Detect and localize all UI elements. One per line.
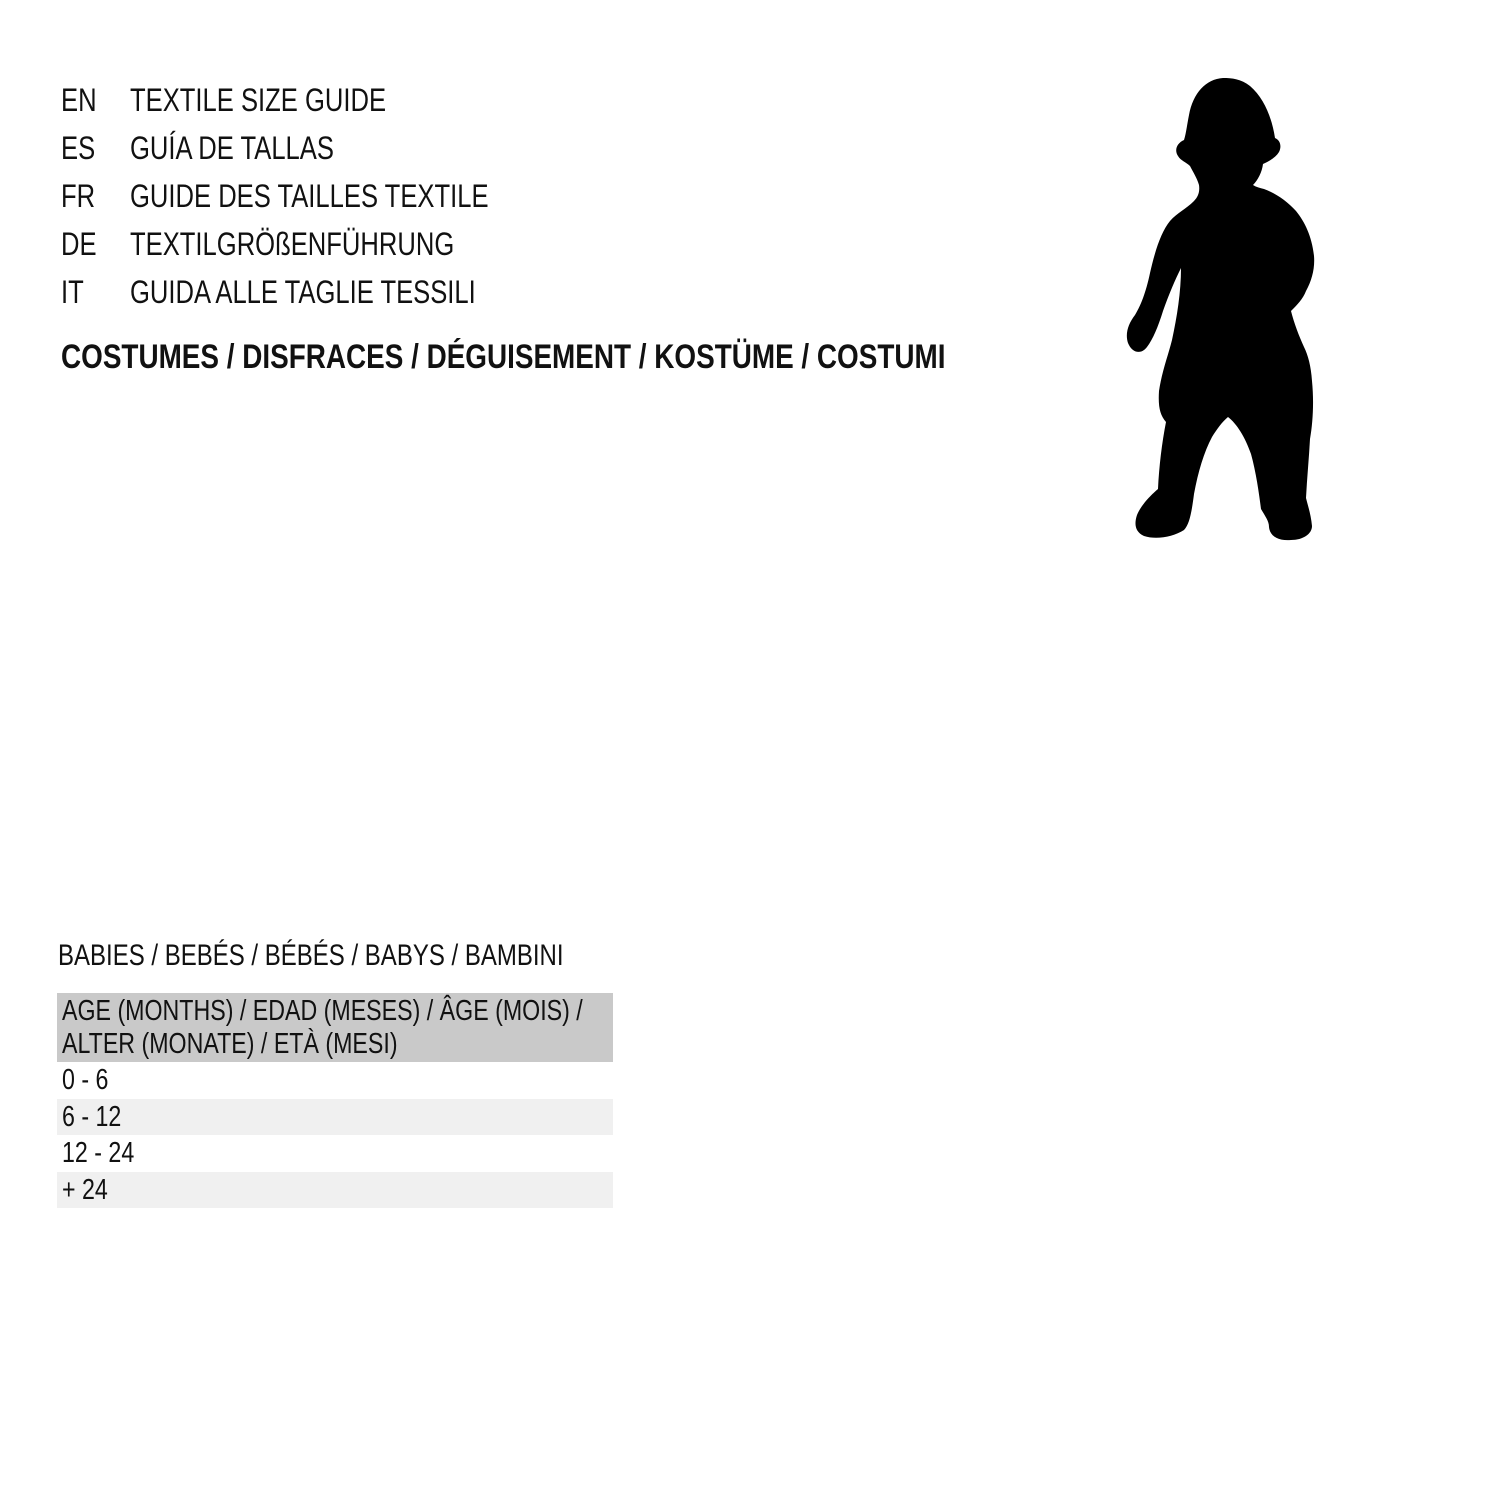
category-title: COSTUMES / DISFRACES / DÉGUISEMENT / KOSTÜME / COSTUMI: [61, 338, 946, 376]
language-legend: [61, 76, 578, 316]
language-row-it: [61, 268, 578, 316]
language-label: GUIDE DES TAILLES TEXTILE: [130, 178, 489, 214]
table-row: + 24: [57, 1172, 613, 1209]
age-size-table: [57, 993, 613, 1208]
babies-section-title: BABIES / BEBÉS / BÉBÉS / BABYS / BAMBINI: [58, 939, 564, 972]
language-row-fr: [61, 172, 578, 220]
language-label: GUÍA DE TALLAS: [130, 130, 334, 166]
language-row-en: [61, 76, 578, 124]
language-code: EN: [61, 82, 97, 118]
table-row: 12 - 24: [57, 1135, 613, 1172]
table-header-cell: [57, 993, 613, 1062]
language-row-de: [61, 220, 578, 268]
language-code: ES: [61, 130, 96, 166]
language-label: TEXTILGRÖßENFÜHRUNG: [130, 226, 455, 262]
baby-silhouette-icon: [1100, 60, 1380, 560]
language-row-es: [61, 124, 578, 172]
language-code: FR: [61, 178, 96, 214]
language-label: TEXTILE SIZE GUIDE: [130, 82, 387, 118]
language-label: GUIDA ALLE TAGLIE TESSILI: [130, 274, 476, 310]
table-row: 6 - 12: [57, 1099, 613, 1136]
table-header-text: AGE (MONTHS) / EDAD (MESES) / ÂGE (MOIS) / ALTER (MONATE) / ETÀ (MESI): [62, 995, 583, 1060]
language-code: DE: [61, 226, 97, 262]
language-code: IT: [61, 274, 84, 310]
table-row: 0 - 6: [57, 1062, 613, 1099]
